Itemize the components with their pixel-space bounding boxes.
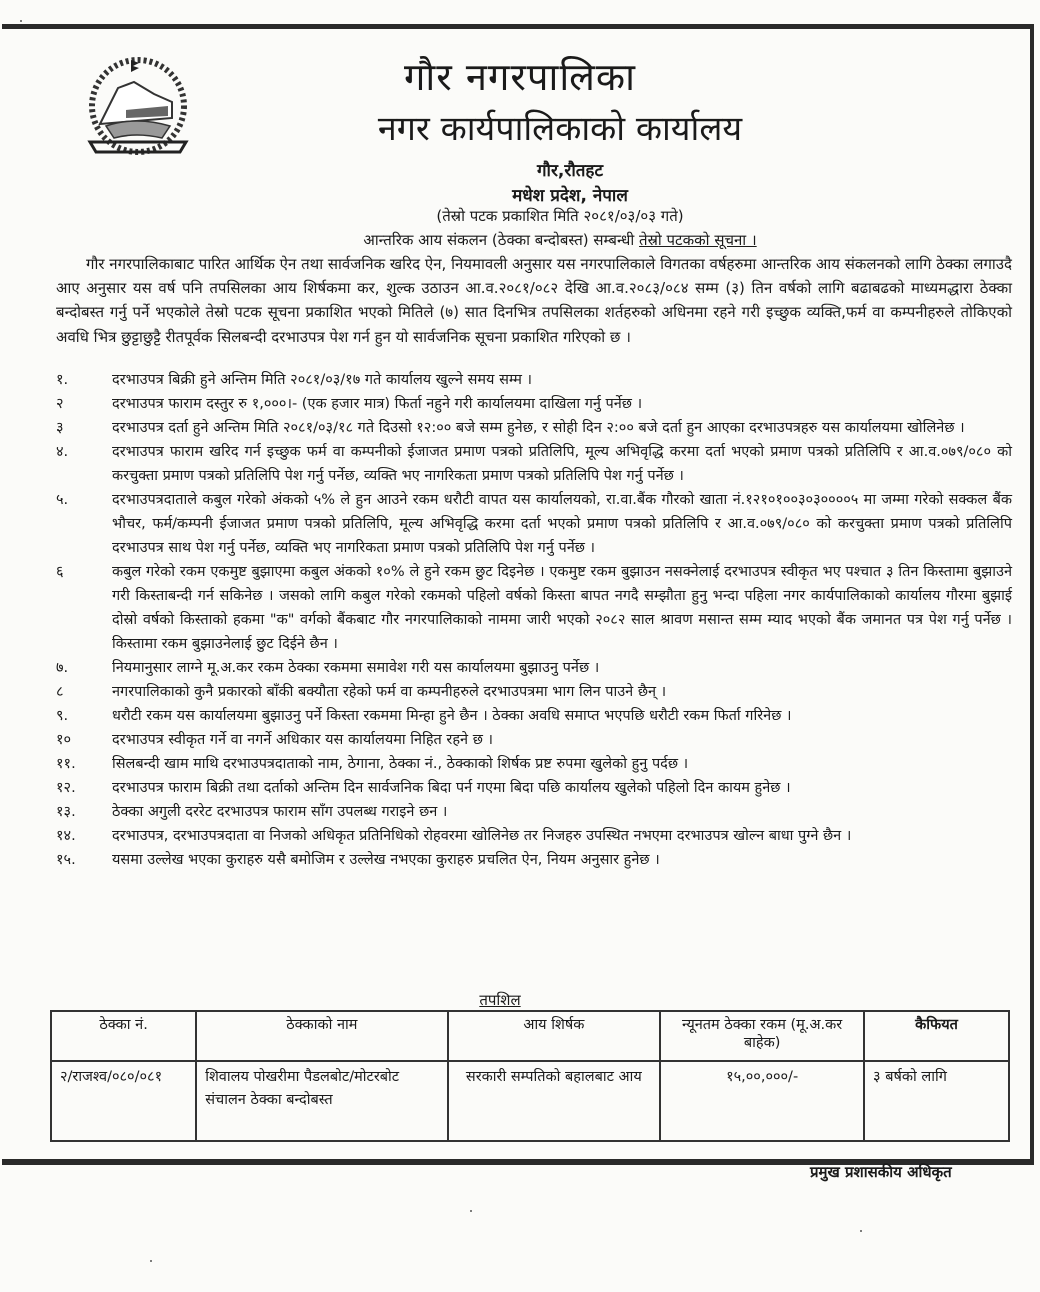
condition-text: कबुल गरेको रकम एकमुष्ट बुझाएमा कबुल अंकको १०% ले हुने रकम छुट दिइनेछ । एकमुष्ट रकम बुझाउन नसक्नेलाई दरभाउपत्र स्वीकृत भए पश्चात ३ तिन किस्तामा बुझाउने गरी किस्ताबन्दी गर्न सकिनेछ । जसको लागि कबुल गरेको रकमको पहिलो वर्षको किस्ता बापत नगदै सम्झौता हुनु भन्दा पहिला नगर कार्यपालिकाको कार्यालय गौरमा बुझाई दोस्रो वर्षको किस्ताको हकमा "क" वर्गको बैंकबाट गौर नगरपालिकाको नाममा जारी भएको २०८२ साल श्रावण मसान्त सम्म म्याद भएको बैंक जमानत पत्र पेश गर्नु पर्नेछ । किस्तामा रकम बुझाउनेलाई छुट दिईने छैन । (112, 564, 1012, 652)
condition-number: ६ (56, 564, 64, 580)
condition-item (50, 488, 1012, 560)
condition-item (50, 680, 1012, 704)
condition-number: ८ (56, 684, 64, 700)
header-revenue-head: आय शिर्षक (448, 1011, 661, 1061)
condition-number: १३. (56, 804, 76, 820)
cell-remarks: ३ बर्षको लागि (864, 1061, 1009, 1141)
intro-paragraph: गौर नगरपालिकाबाट पारित आर्थिक ऐन तथा सार्वजनिक खरिद ऐन, नियमावली अनुसार यस नगरपालिकाले विगतका वर्षहरुमा आन्तरिक आय संकलनको लागि ठेक्का लगाउदै आए अनुसार यस वर्ष पनि तपसिलका आय शिर्षकमा कर, शुल्क उठाउन आ.व.२०८१/०८२ देखि आ.व.२०८३/०८४ सम्म (३) तिन वर्षको लागि बढाबढको माध्यमद्धारा ठेक्का बन्दोबस्त गर्नु पर्ने भएकोले तेस्रो पटक सूचना प्रकाशित भएको मितिले (७) सात दिनभित्र तपसिलका शर्तहरुको अधिनमा रहने गरी इच्छुक व्यक्ति,फर्म वा कम्पनीहरुले तोकिएको अवधि भित्र छुट्टाछुट्टै रीतपूर्वक सिलबन्दी दरभाउपत्र पेश गर्न हुन यो सार्वजनिक सूचना प्रकाशित गरिएको छ । (56, 255, 1012, 346)
table-row (51, 1061, 1009, 1141)
schedule-header-row (51, 1011, 1009, 1061)
condition-text: ठेक्का अगुली दररेट दरभाउपत्र फाराम साँग उपलब्ध गराइने छन । (112, 804, 448, 820)
cell-revenue-head: सरकारी सम्पतिको बहालबाट आय (448, 1061, 661, 1141)
office-name: नगर कार्यपालिकाको कार्यालय (377, 109, 743, 149)
condition-number: ४. (56, 444, 69, 460)
condition-item (50, 728, 1012, 752)
signature-chief-administrative-officer: प्रमुख प्रशासकीय अधिकृत (810, 1163, 952, 1181)
header-contract-name: ठेक्काको नाम (196, 1011, 447, 1061)
condition-number: २ (56, 396, 64, 412)
schedule-table (50, 1010, 1010, 1142)
condition-item (50, 440, 1012, 488)
condition-item (50, 824, 1012, 848)
condition-text: नगरपालिकाको कुनै प्रकारको बाँकी बक्यौता रहेको फर्म वा कम्पनीहरुले दरभाउपत्रमा भाग लिन पाउने छैन् । (112, 684, 667, 700)
condition-item (50, 848, 1012, 872)
condition-text: दरभाउपत्र फाराम खरिद गर्न इच्छुक फर्म वा कम्पनीको ईजाजत प्रमाण पत्रको प्रतिलिपि, मूल्य अभिवृद्धि करमा दर्ता भएको प्रमाण पत्रको प्रतिलिपि र आ.व.०७९/०८० को करचुक्ता प्रमाण पत्रको प्रतिलिपि पेश गर्नु पर्नेछ, व्यक्ति भए नागरिकता प्रमाण पत्रको प्रतिलिपि पेश गर्नु पर्नेछ । (112, 444, 1012, 484)
conditions-list (50, 368, 1012, 872)
cell-minimum-amount: १५,००,०००/- (660, 1061, 864, 1141)
province-name: मधेश प्रदेश, नेपाल (512, 186, 628, 206)
condition-item (50, 560, 1012, 656)
scan-speck (470, 1210, 472, 1212)
condition-item (50, 704, 1012, 728)
condition-item (50, 416, 1012, 440)
condition-number: ३ (56, 420, 64, 436)
condition-text: दरभाउपत्र स्वीकृत गर्ने वा नगर्ने अधिकार यस कार्यालयमा निहित रहने छ । (112, 732, 493, 748)
municipality-name: गौर नगरपालिका (404, 55, 636, 99)
condition-text: दरभाउपत्र दर्ता हुने अन्तिम मिति २०८१/०३/१८ गते दिउसो १२:०० बजे सम्म हुनेछ, र सोही दिन २:०० बजे दर्ता हुन आएका दरभाउपत्रहरु यस कार्यालयमा खोलिनेछ । (112, 420, 965, 436)
condition-number: १५. (56, 852, 76, 868)
condition-number: ९. (56, 708, 69, 724)
office-location: गौर,रौतहट (536, 161, 604, 181)
condition-number: ७. (56, 660, 69, 676)
cell-contract-no: २/राजश्व/०८०/०८१ (51, 1061, 196, 1141)
condition-text: दरभाउपत्र फाराम दस्तुर रु १,०००।- (एक हजार मात्र) फिर्ता नहुने गरी कार्यालयमा दाखिला गर्नु पर्नेछ । (112, 396, 643, 412)
condition-item (50, 776, 1012, 800)
notice-title-prefix: आन्तरिक आय संकलन (ठेक्का बन्दोबस्त) सम्बन्धी (363, 231, 635, 249)
condition-text: नियमानुसार लाग्ने मू.अ.कर रकम ठेक्का रकममा समावेश गरी यस कार्यालयमा बुझाउनु पर्नेछ । (112, 660, 600, 676)
schedule-title: तपशिल (479, 991, 521, 1009)
notice-title (40, 230, 1040, 250)
condition-text: धरौटी रकम यस कार्यालयमा बुझाउनु पर्ने किस्ता रकममा मिन्हा हुने छैन । ठेक्का अवधि समाप्त भएपछि धरौटी रकम फिर्ता गरिनेछ । (112, 708, 792, 724)
scan-speck (20, 20, 22, 22)
header-remarks: कैफियत (864, 1011, 1009, 1061)
condition-text: यसमा उल्लेख भएका कुराहरु यसै बमोजिम र उल्लेख नभएका कुराहरु प्रचलित ऐन, नियम अनुसार हुनेछ । (112, 852, 660, 868)
condition-item (50, 656, 1012, 680)
publish-date-note: (तेस्रो पटक प्रकाशित मिति २०८१/०३/०३ गते) (436, 207, 684, 225)
condition-text: दरभाउपत्र बिक्री हुने अन्तिम मिति २०८१/०३/१७ गते कार्यालय खुल्ने समय सम्म । (112, 372, 532, 388)
header-contract-no: ठेक्का नं. (51, 1011, 196, 1061)
condition-text: दरभाउपत्र फाराम बिक्री तथा दर्ताको अन्तिम दिन सार्वजनिक बिदा पर्न गएमा बिदा पछि कार्यालय खुलेको पहिलो दिन कायम हुनेछ । (112, 780, 791, 796)
condition-number: १४. (56, 828, 76, 844)
condition-number: १. (56, 372, 69, 388)
condition-text: दरभाउपत्र, दरभाउपत्रदाता वा निजको अधिकृत प्रतिनिधिको रोहवरमा खोलिनेछ तर निजहरु उपस्थित नभएमा दरभाउपत्र खोल्न बाधा पुग्ने छैन । (112, 828, 852, 844)
scan-speck (860, 1230, 862, 1232)
scan-speck (150, 1260, 152, 1262)
header-minimum-amount: न्यूनतम ठेक्का रकम (मू.अ.कर बाहेक) (660, 1011, 864, 1061)
condition-item (50, 368, 1012, 392)
notice-title-underlined: तेस्रो पटकको सूचना । (639, 231, 757, 249)
condition-item (50, 752, 1012, 776)
cell-contract-name: शिवालय पोखरीमा पैडलबोट/मोटरबोट संचालन ठेक्का बन्दोबस्त (196, 1061, 447, 1141)
condition-number: ११. (56, 756, 76, 772)
condition-item (50, 392, 1012, 416)
condition-number: १० (56, 732, 72, 748)
condition-number: १२. (56, 780, 76, 796)
condition-text: सिलबन्दी खाम माथि दरभाउपत्रदाताको नाम, ठेगाना, ठेक्का नं., ठेक्काको शिर्षक प्रष्ट रुपमा खुलेको हुनु पर्दछ । (112, 756, 689, 772)
condition-number: ५. (56, 492, 69, 508)
condition-item (50, 800, 1012, 824)
condition-text: दरभाउपत्रदाताले कबुल गरेको अंकको ५% ले हुन आउने रकम धरौटी वापत यस कार्यालयको, रा.वा.बैंक गौरको खाता नं.१२१०१००३०३००००५ मा जम्मा गरेको सक्कल बैंक भौचर, फर्म/कम्पनी ईजाजत प्रमाण पत्रको प्रतिलिपि, मूल्य अभिवृद्धि करमा दर्ता भएको प्रमाण पत्रको प्रतिलिपि र आ.व.०७९/०८० को करचुक्ता प्रमाण पत्रको प्रतिलिपि दरभाउपत्र साथ पेश गर्नु पर्नेछ, व्यक्ति भए नागरिकता प्रमाण पत्रको प्रतिलिपि पेश गर्नु पर्नेछ । (112, 492, 1012, 556)
